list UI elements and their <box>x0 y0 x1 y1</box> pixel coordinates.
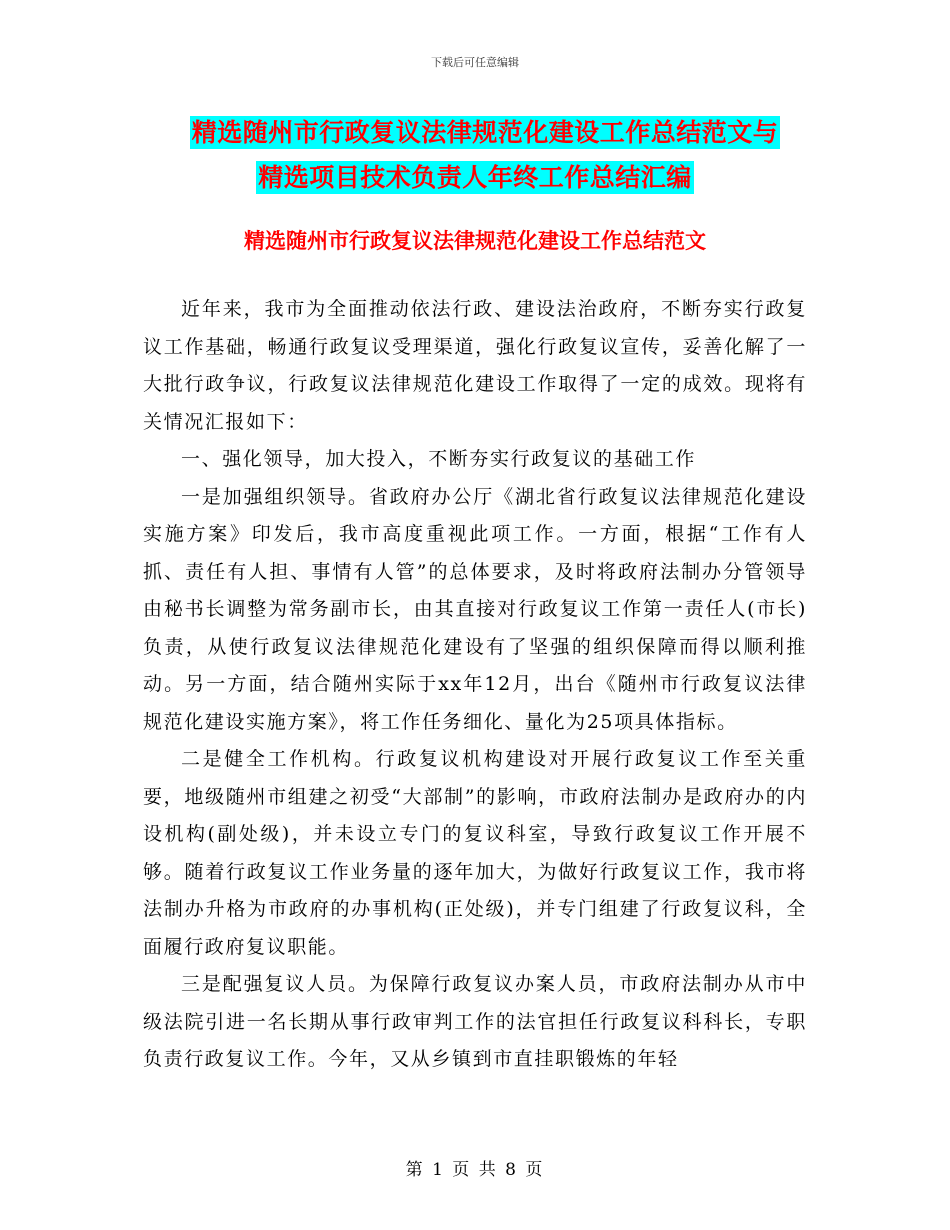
page-number: 第 1 页 共 8 页 <box>405 1160 545 1180</box>
document-title-line-2 <box>0 158 950 194</box>
document-title-line-1-text: 精选随州市行政复议法律规范化建设工作总结范文与 <box>191 118 779 147</box>
section-title: 精选随州市行政复议法律规范化建设工作总结范文 <box>244 229 706 253</box>
paragraph: 一是加强组织领导。省政府办公厅《湖北省行政复议法律规范化建设实施方案》印发后，我市高度重视此项工作。一方面，根据“工作有人抓、责任有人担、事情有人管”的总体要求，及时将政府法制办分管领导由秘书长调整为常务副市长，由其直接对行政复议工作第一责任人(市长)负责，从使行政复议法律规范化建设有了坚强的组织保障而得以顺利推动。另一方面，结合随州实际于xx年12月，出台《随州市行政复议法律规范化建设实施方案》，将工作任务细化、量化为25项具体指标。 <box>143 485 807 733</box>
header-note: 下载后可任意编辑 <box>431 56 519 69</box>
paragraph: 一、强化领导，加大投入，不断夯实行政复议的基础工作 <box>181 448 697 470</box>
paragraph: 近年来，我市为全面推动依法行政、建设法治政府，不断夯实行政复议工作基础，畅通行政复议受理渠道，强化行政复议宣传，妥善化解了一大批行政争议，行政复议法律规范化建设工作取得了一定的成效。现将有关情况汇报如下： <box>143 298 807 433</box>
paragraph: 二是健全工作机构。行政复议机构建设对开展行政复议工作至关重要，地级随州市组建之初受“大部制”的影响，市政府法制办是政府办的内设机构(副处级)，并未设立专门的复议科室，导致行政复议工作开展不够。随着行政复议工作业务量的逐年加大，为做好行政复议工作，我市将法制办升格为市政府的办事机构(正处级)，并专门组建了行政复议科，全面履行政府复议职能。 <box>143 748 807 958</box>
body-text <box>143 291 807 1079</box>
document-title-line-2-text: 精选项目技术负责人年终工作总结汇编 <box>258 163 692 192</box>
paragraph: 三是配强复议人员。为保障行政复议办案人员，市政府法制办从市中级法院引进一名长期从事行政审判工作的法官担任行政复议科科长，专职负责行政复议工作。今年，又从乡镇到市直挂职锻炼的年轻 <box>143 973 807 1070</box>
document-title-line-1 <box>0 113 950 149</box>
